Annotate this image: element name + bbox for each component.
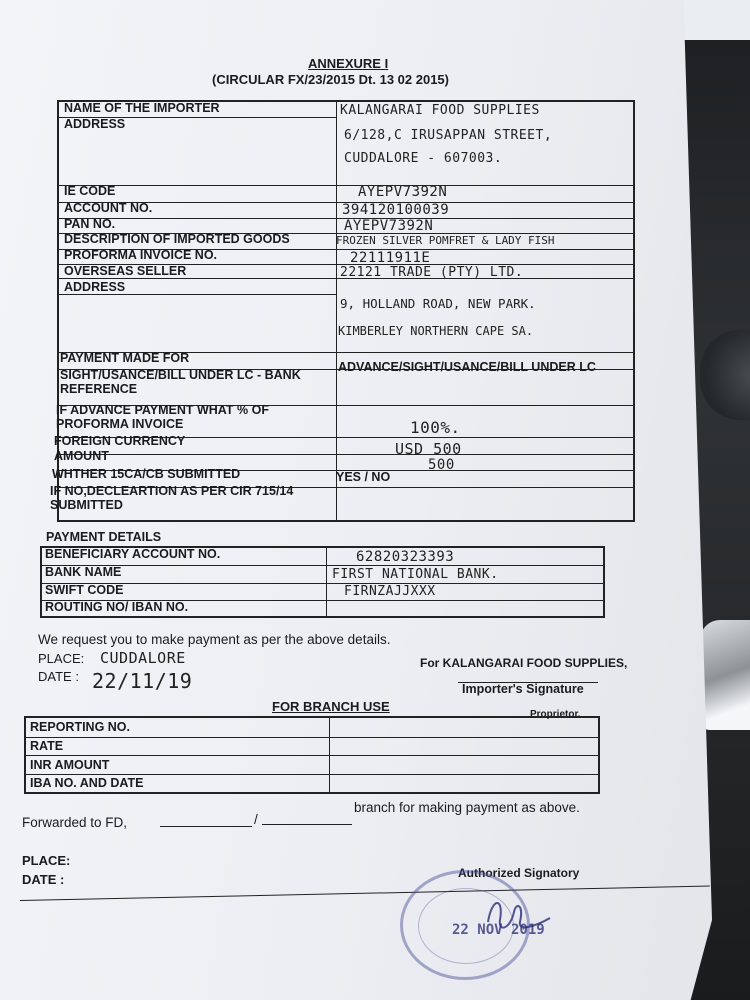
payment-details-title: PAYMENT DETAILS xyxy=(46,530,162,544)
bank-reference-label-line2: REFERENCE xyxy=(60,382,138,396)
bank-name-value: FIRST NATIONAL BANK. xyxy=(332,567,499,582)
submitted-value: YES / NO xyxy=(336,470,391,484)
request-date-value: 22/11/19 xyxy=(92,669,193,693)
swift-code-label: SWIFT CODE xyxy=(45,583,124,597)
forwarded-prefix: Forwarded to FD, xyxy=(22,815,128,830)
signature-mark xyxy=(480,892,560,942)
account-no-value: 394120100039 xyxy=(342,202,450,218)
importer-name-value: KALANGARAI FOOD SUPPLIES xyxy=(340,103,540,118)
ie-code-value: AYEPV7392N xyxy=(358,184,448,200)
routing-label: ROUTING NO/ IBAN NO. xyxy=(45,600,189,614)
advance-label-line1: IF ADVANCE PAYMENT WHAT % OF xyxy=(56,403,269,417)
foreign-currency-value: USD 500 xyxy=(395,440,462,458)
ie-code-label: IE CODE xyxy=(64,184,116,198)
amount-label: AMOUNT xyxy=(54,449,109,463)
declaration-label-line2: SUBMITTED xyxy=(50,498,123,512)
importer-company-name: For KALANGARAI FOOD SUPPLIES, xyxy=(420,656,628,670)
inr-amount-label: INR AMOUNT xyxy=(30,758,110,772)
account-no-label: ACCOUNT NO. xyxy=(64,201,153,215)
request-date-label: DATE : xyxy=(38,669,79,684)
amount-value: 500 xyxy=(428,457,455,473)
foreign-currency-label: FOREIGN CURRENCY xyxy=(54,434,186,448)
advance-label-line2: PROFORMA INVOICE xyxy=(56,417,184,431)
advance-value: 100%. xyxy=(410,418,461,437)
importer-signature-label: Importer's Signature xyxy=(462,682,584,696)
beneficiary-label: BENEFICIARY ACCOUNT NO. xyxy=(45,547,221,561)
circular-subtitle: (CIRCULAR FX/23/2015 Dt. 13 02 2015) xyxy=(212,72,449,87)
proforma-value: 22111911E xyxy=(350,250,431,266)
goods-value: FROZEN SILVER POMFRET & LADY FISH xyxy=(336,234,555,247)
seller-address-label: ADDRESS xyxy=(64,280,126,294)
rate-label: RATE xyxy=(30,739,64,753)
proforma-label: PROFORMA INVOICE NO. xyxy=(64,248,218,262)
footer-date-label: DATE : xyxy=(22,872,65,887)
goods-label: DESCRIPTION OF IMPORTED GOODS xyxy=(64,232,290,246)
proprietor-label: Proprietor. xyxy=(530,709,581,720)
importer-address-line1: 6/128,C IRUSAPPAN STREET, xyxy=(344,128,553,143)
stamp-date: 22 NOV 2019 xyxy=(452,922,545,938)
bank-name-label: BANK NAME xyxy=(45,565,122,579)
overseas-seller-label: OVERSEAS SELLER xyxy=(64,264,187,278)
background-chrome-trim xyxy=(700,620,750,730)
request-place-label: PLACE: xyxy=(38,651,85,666)
seller-address-line2: KIMBERLEY NORTHERN CAPE SA. xyxy=(338,324,534,338)
bank-reference-label-line1: SIGHT/USANCE/BILL UNDER LC - BANK xyxy=(60,368,301,382)
overseas-seller-value: 22121 TRADE (PTY) LTD. xyxy=(340,265,524,280)
importer-address-label: ADDRESS xyxy=(64,117,126,131)
reporting-no-label: REPORTING NO. xyxy=(30,720,131,734)
pan-no-value: AYEPV7392N xyxy=(344,218,434,234)
submitted-label: WHTHER 15CA/CB SUBMITTED xyxy=(52,467,241,481)
seller-address-line1: 9, HOLLAND ROAD, NEW PARK. xyxy=(340,296,536,311)
annexure-title: ANNEXURE I xyxy=(308,56,389,71)
importer-address-line2: CUDDALORE - 607003. xyxy=(344,151,503,166)
footer-place-label: PLACE: xyxy=(22,853,71,868)
branch-use-title: FOR BRANCH USE xyxy=(272,699,390,714)
authorized-signatory-label: Authorized Signatory xyxy=(458,866,580,880)
swift-code-value: FIRNZAJJXXX xyxy=(344,584,436,599)
request-text: We request you to make payment as per the above details. xyxy=(38,632,391,647)
iba-no-label: IBA NO. AND DATE xyxy=(30,776,144,790)
forwarded-slash: / xyxy=(254,812,258,827)
declaration-label-line1: IF NO,DECLEARTION AS PER CIR 715/14 xyxy=(50,484,294,498)
forwarded-suffix: branch for making payment as above. xyxy=(354,800,580,815)
request-place-value: CUDDALORE xyxy=(100,649,186,667)
pan-no-label: PAN NO. xyxy=(64,217,116,231)
payment-made-for-value: ADVANCE/SIGHT/USANCE/BILL UNDER LC xyxy=(338,360,596,374)
beneficiary-value: 62820323393 xyxy=(356,549,455,565)
importer-name-label: NAME OF THE IMPORTER xyxy=(64,101,220,115)
payment-made-for-label: PAYMENT MADE FOR xyxy=(60,351,190,365)
